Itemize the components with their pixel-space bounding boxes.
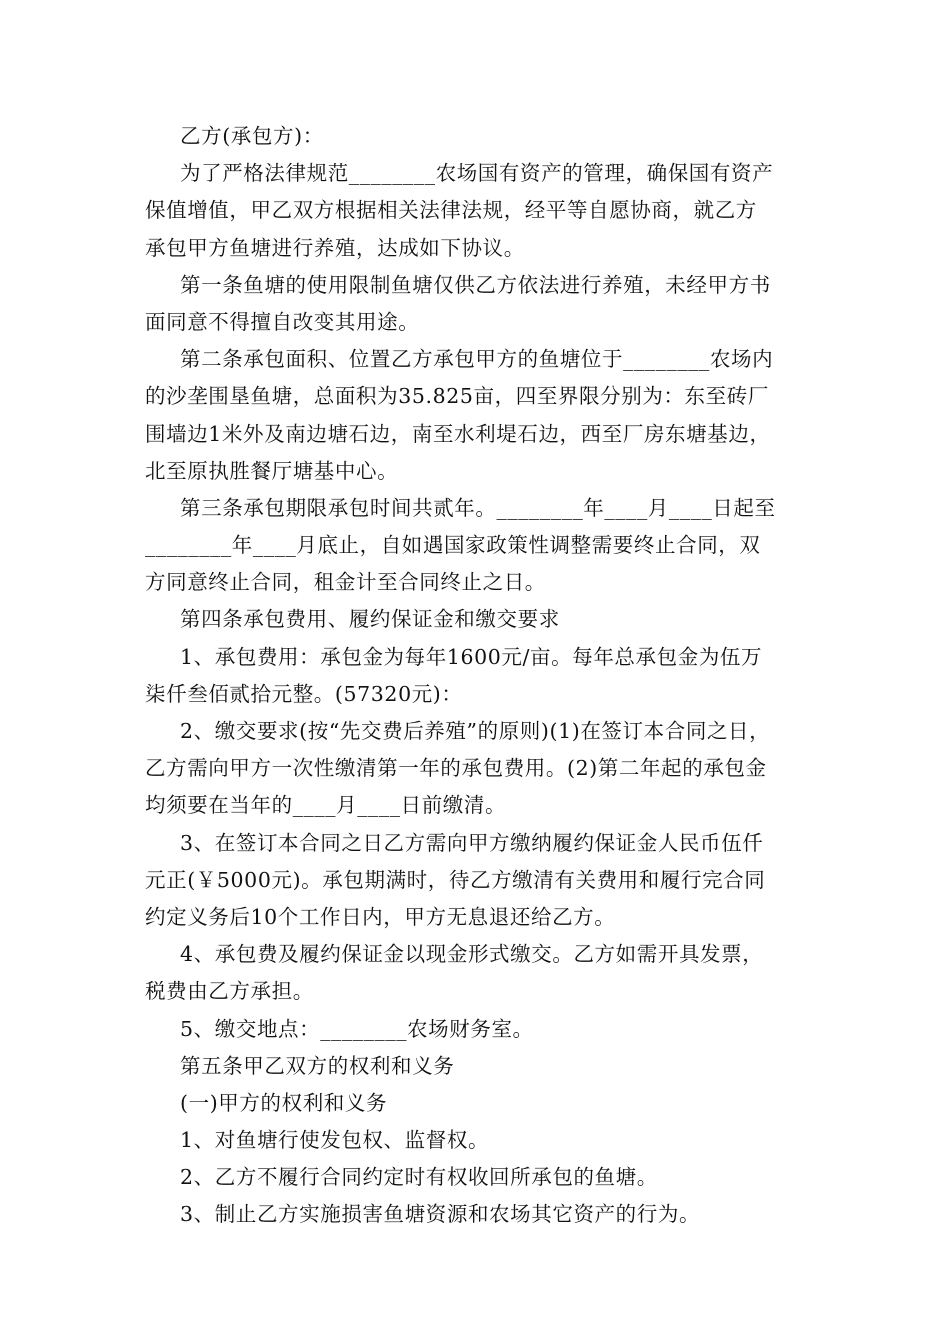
contract-body bbox=[145, 118, 810, 1234]
text-line: 1、承包费用：承包金为每年1600元/亩。每年总承包金为伍万 bbox=[180, 644, 763, 669]
text-line: 承包甲方鱼塘进行养殖，达成如下协议。 bbox=[145, 235, 525, 260]
text-line: 3、制止乙方实施损害鱼塘资源和农场其它资产的行为。 bbox=[180, 1202, 701, 1227]
text-line: 1、对鱼塘行使发包权、监督权。 bbox=[180, 1128, 490, 1153]
text-line: 均须要在当年的____月____日前缴清。 bbox=[145, 793, 507, 818]
text-line: ________年____月底止，自如遇国家政策性调整需要终止合同，双 bbox=[145, 533, 761, 558]
text-line: 为了严格法律规范________农场国有资产的管理，确保国有资产 bbox=[180, 161, 774, 186]
text-line: 方同意终止合同，租金计至合同终止之日。 bbox=[145, 570, 546, 595]
text-line: 的沙垄围垦鱼塘，总面积为35.825亩，四至界限分别为：东至砖厂 bbox=[145, 384, 769, 409]
text-line: 2、乙方不履行合同约定时有权收回所承包的鱼塘。 bbox=[180, 1165, 658, 1190]
text-line: (一)甲方的权利和义务 bbox=[180, 1090, 388, 1115]
text-line: 元正(￥5000元)。承包期满时，待乙方缴清有关费用和履行完合同 bbox=[145, 867, 766, 892]
text-line: 税费由乙方承担。 bbox=[145, 979, 314, 1004]
text-line: 2、缴交要求(按“先交费后养殖”的原则)(1)在签订本合同之日， bbox=[180, 719, 771, 743]
text-line: 第三条承包期限承包时间共贰年。________年____月____日起至 bbox=[180, 495, 776, 520]
text-line: 第二条承包面积、位置乙方承包甲方的鱼塘位于________农场内 bbox=[180, 347, 774, 372]
text-line: 第五条甲乙双方的权利和义务 bbox=[180, 1053, 455, 1078]
text-line: 乙方(承包方)： bbox=[180, 124, 324, 148]
text-line: 第四条承包费用、履约保证金和缴交要求 bbox=[180, 607, 560, 632]
text-line: 5、缴交地点：________农场财务室。 bbox=[180, 1016, 534, 1041]
text-line: 4、承包费及履约保证金以现金形式缴交。乙方如需开具发票， bbox=[180, 942, 764, 967]
text-line: 围墙边1米外及南边塘石边，南至水利堤石边，西至厂房东塘基边， bbox=[145, 421, 771, 446]
text-line: 保值增值，甲乙双方根据相关法律法规，经平等自愿协商，就乙方 bbox=[145, 198, 757, 223]
text-line: 乙方需向甲方一次性缴清第一年的承包费用。(2)第二年起的承包金 bbox=[145, 756, 767, 781]
text-line: 3、在签订本合同之日乙方需向甲方缴纳履约保证金人民币伍仟 bbox=[180, 830, 764, 855]
text-line: 约定义务后10个工作日内，甲方无息退还给乙方。 bbox=[145, 904, 616, 929]
text-line: 面同意不得擅自改变其用途。 bbox=[145, 309, 420, 334]
text-line: 北至原执胜餐厅塘基中心。 bbox=[145, 458, 399, 483]
text-line: 柒仟叁佰贰拾元整。(57320元)： bbox=[145, 681, 463, 706]
text-line: 第一条鱼塘的使用限制鱼塘仅供乙方依法进行养殖，未经甲方书 bbox=[180, 272, 771, 297]
